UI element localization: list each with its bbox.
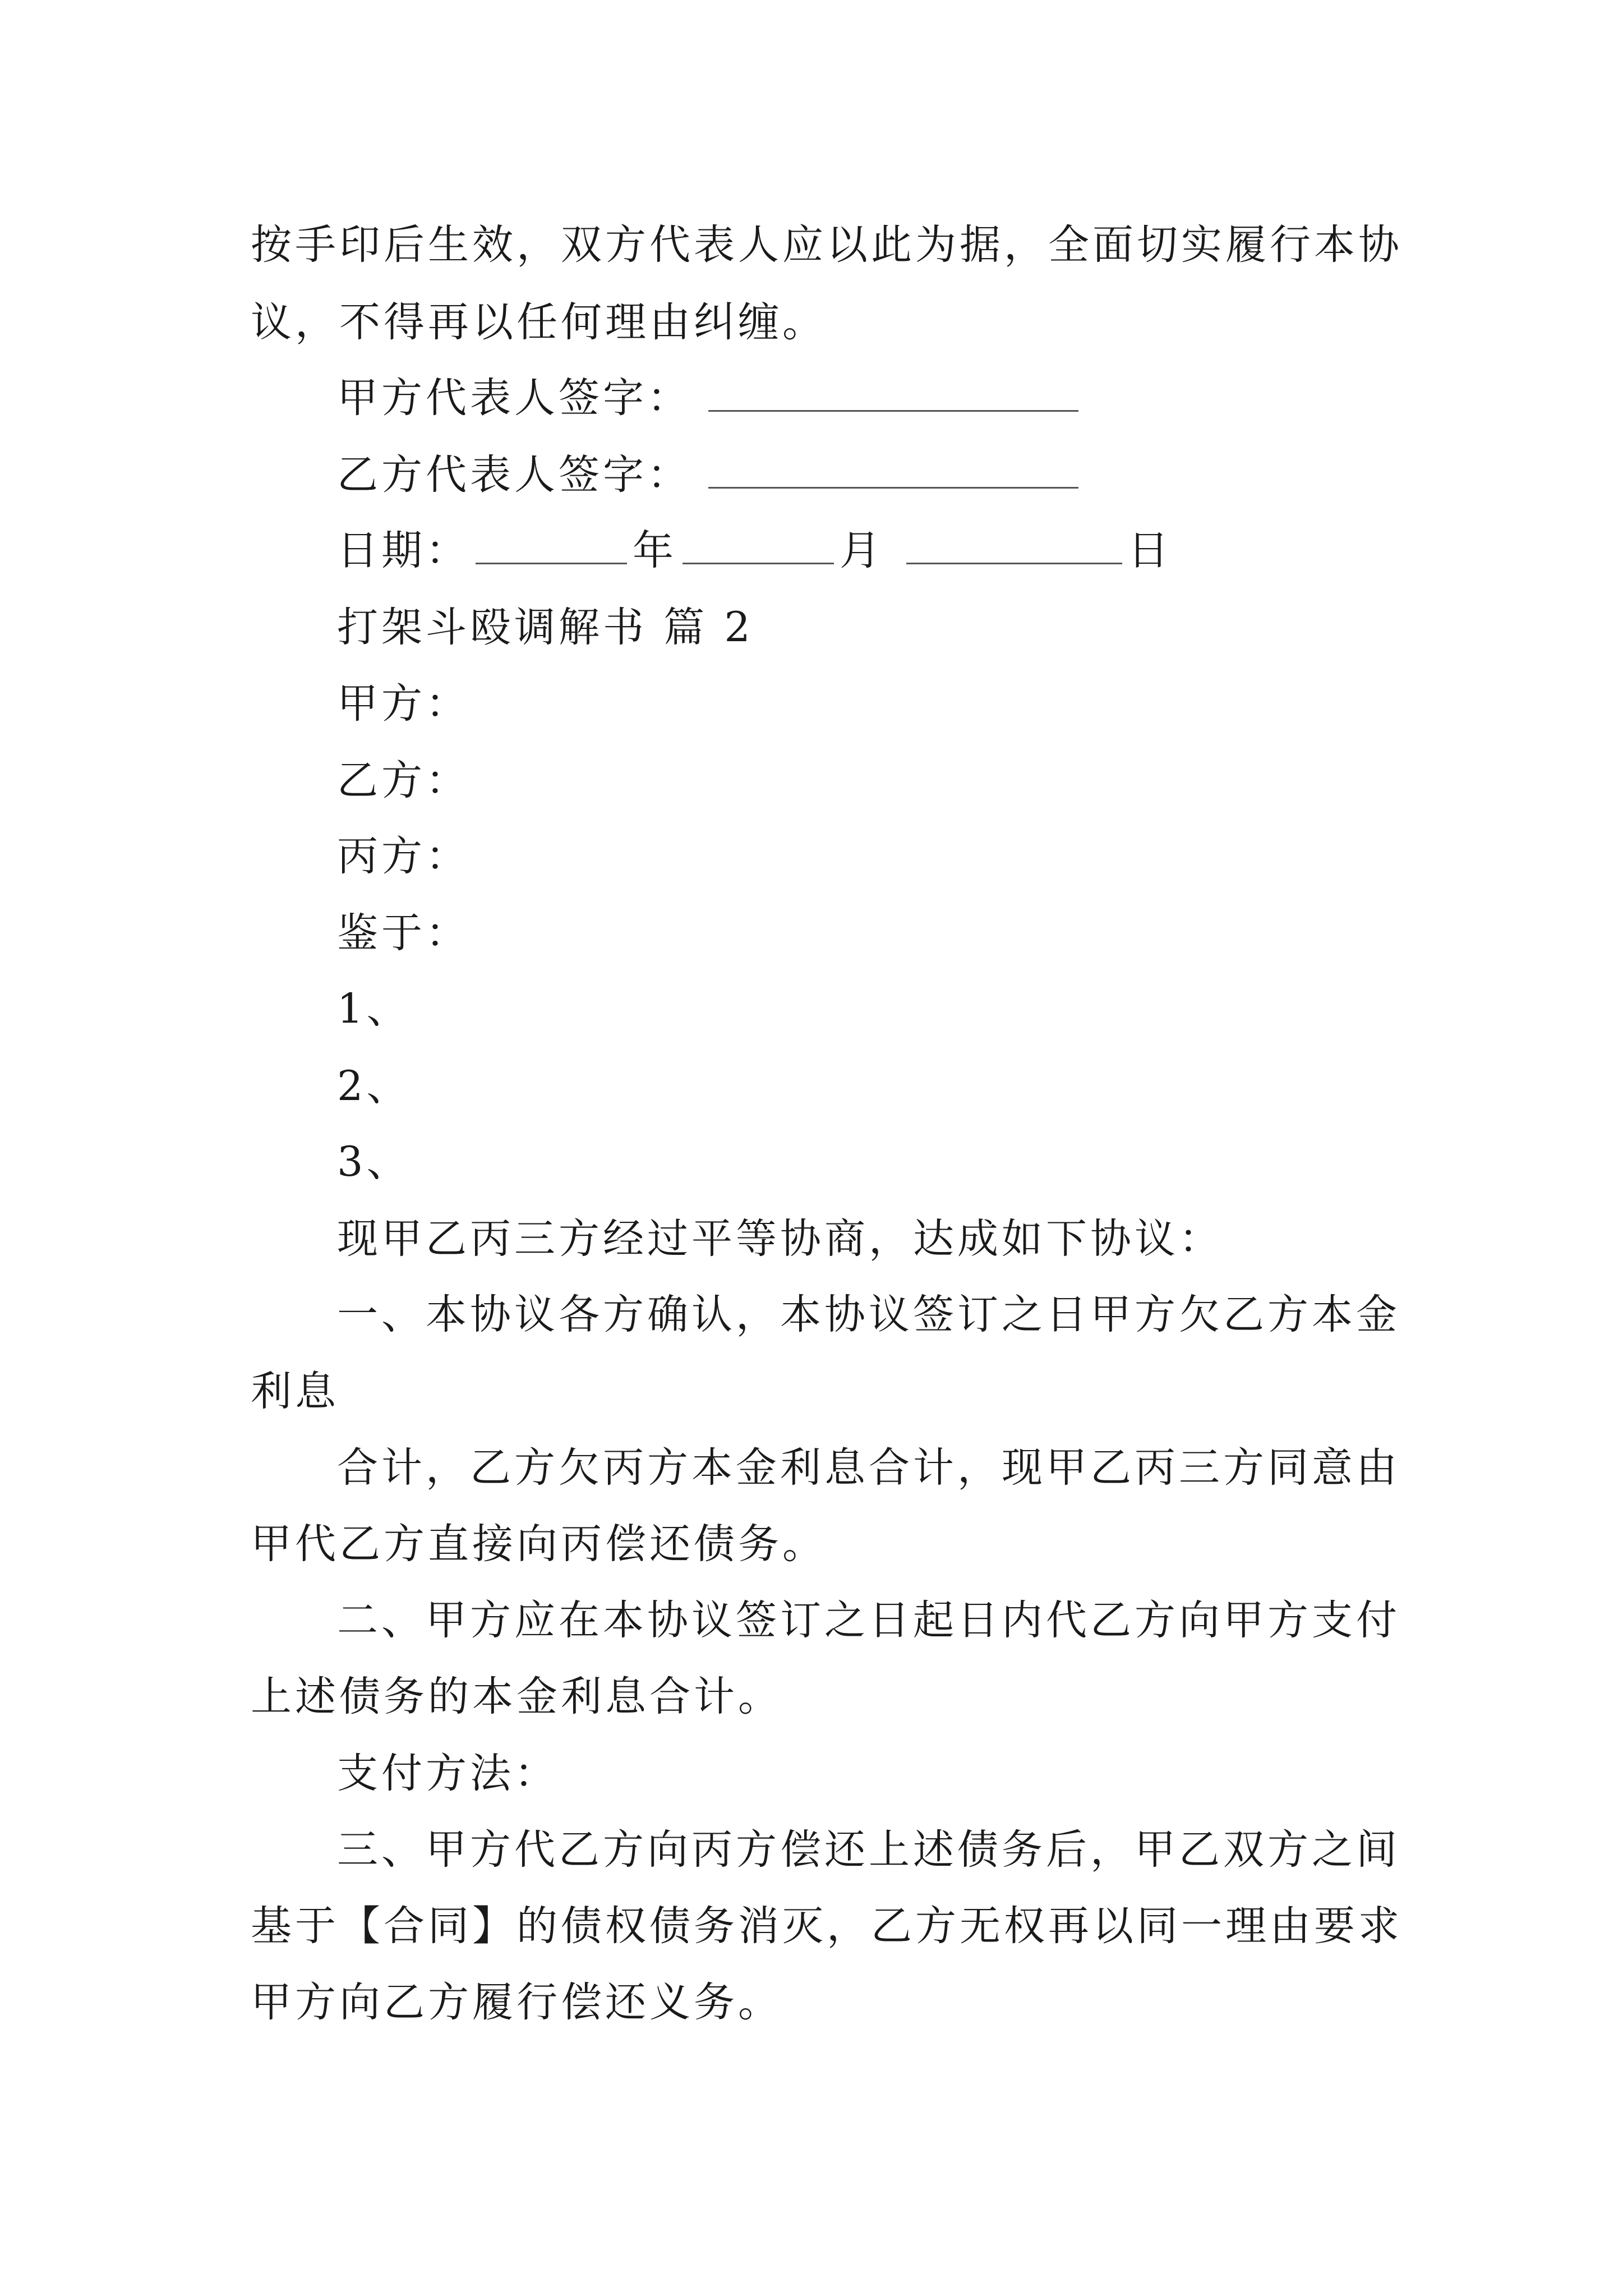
- month-label: 月: [840, 527, 884, 574]
- paragraph-line: 议，不得再以任何理由纠缠。: [251, 298, 827, 346]
- paragraph-line: 按手印后生效，双方代表人应以此为据，全面切实履行本协: [251, 221, 1403, 269]
- date-line: [0, 527, 1623, 574]
- signature-line-party-b: [0, 451, 1623, 499]
- signature-line-party-a: [0, 374, 1623, 422]
- whereas-line: 鉴于：: [337, 909, 470, 957]
- year-label: 年: [633, 527, 677, 574]
- signature-label: 甲方代表人签字：: [337, 374, 691, 422]
- signature-blank: [708, 454, 1078, 489]
- month-blank: [683, 530, 834, 564]
- party-b-line: 乙方：: [337, 757, 470, 804]
- signature-blank: [708, 378, 1078, 412]
- signature-label: 乙方代表人签字：: [337, 451, 691, 499]
- paragraph-line: 支付方法：: [337, 1750, 559, 1797]
- list-item: 1、: [337, 985, 411, 1033]
- paragraph-line: 基于【合同】的债权债务消灭，乙方无权再以同一理由要求: [251, 1902, 1403, 1950]
- paragraph-line: 三、甲方代乙方向丙方偿还上述债务后，甲乙双方之间: [337, 1826, 1400, 1874]
- paragraph-line: 甲方向乙方履行偿还义务。: [251, 1978, 782, 2026]
- paragraph-line: 二、甲方应在本协议签订之日起日内代乙方向甲方支付: [337, 1596, 1400, 1644]
- paragraph-line: 合计，乙方欠丙方本金利息合计，现甲乙丙三方同意由: [337, 1444, 1400, 1492]
- party-a-line: 甲方：: [337, 680, 470, 728]
- list-item: 2、: [337, 1062, 411, 1110]
- party-c-line: 丙方：: [337, 832, 470, 880]
- paragraph-line: 上述债务的本金利息合计。: [251, 1673, 782, 1720]
- section-heading: 打架斗殴调解书 篇 2: [337, 604, 754, 651]
- paragraph-line: 利息: [251, 1368, 339, 1415]
- day-blank: [906, 530, 1122, 564]
- day-label: 日: [1128, 527, 1172, 574]
- list-item: 3、: [337, 1138, 411, 1186]
- date-label: 日期：: [337, 527, 470, 574]
- paragraph-line: 一、本协议各方确认，本协议签订之日甲方欠乙方本金: [337, 1291, 1400, 1338]
- paragraph-line: 甲代乙方直接向丙偿还债务。: [251, 1520, 827, 1568]
- paragraph-line: 现甲乙丙三方经过平等协商，达成如下协议：: [337, 1215, 1223, 1263]
- year-blank: [476, 530, 627, 564]
